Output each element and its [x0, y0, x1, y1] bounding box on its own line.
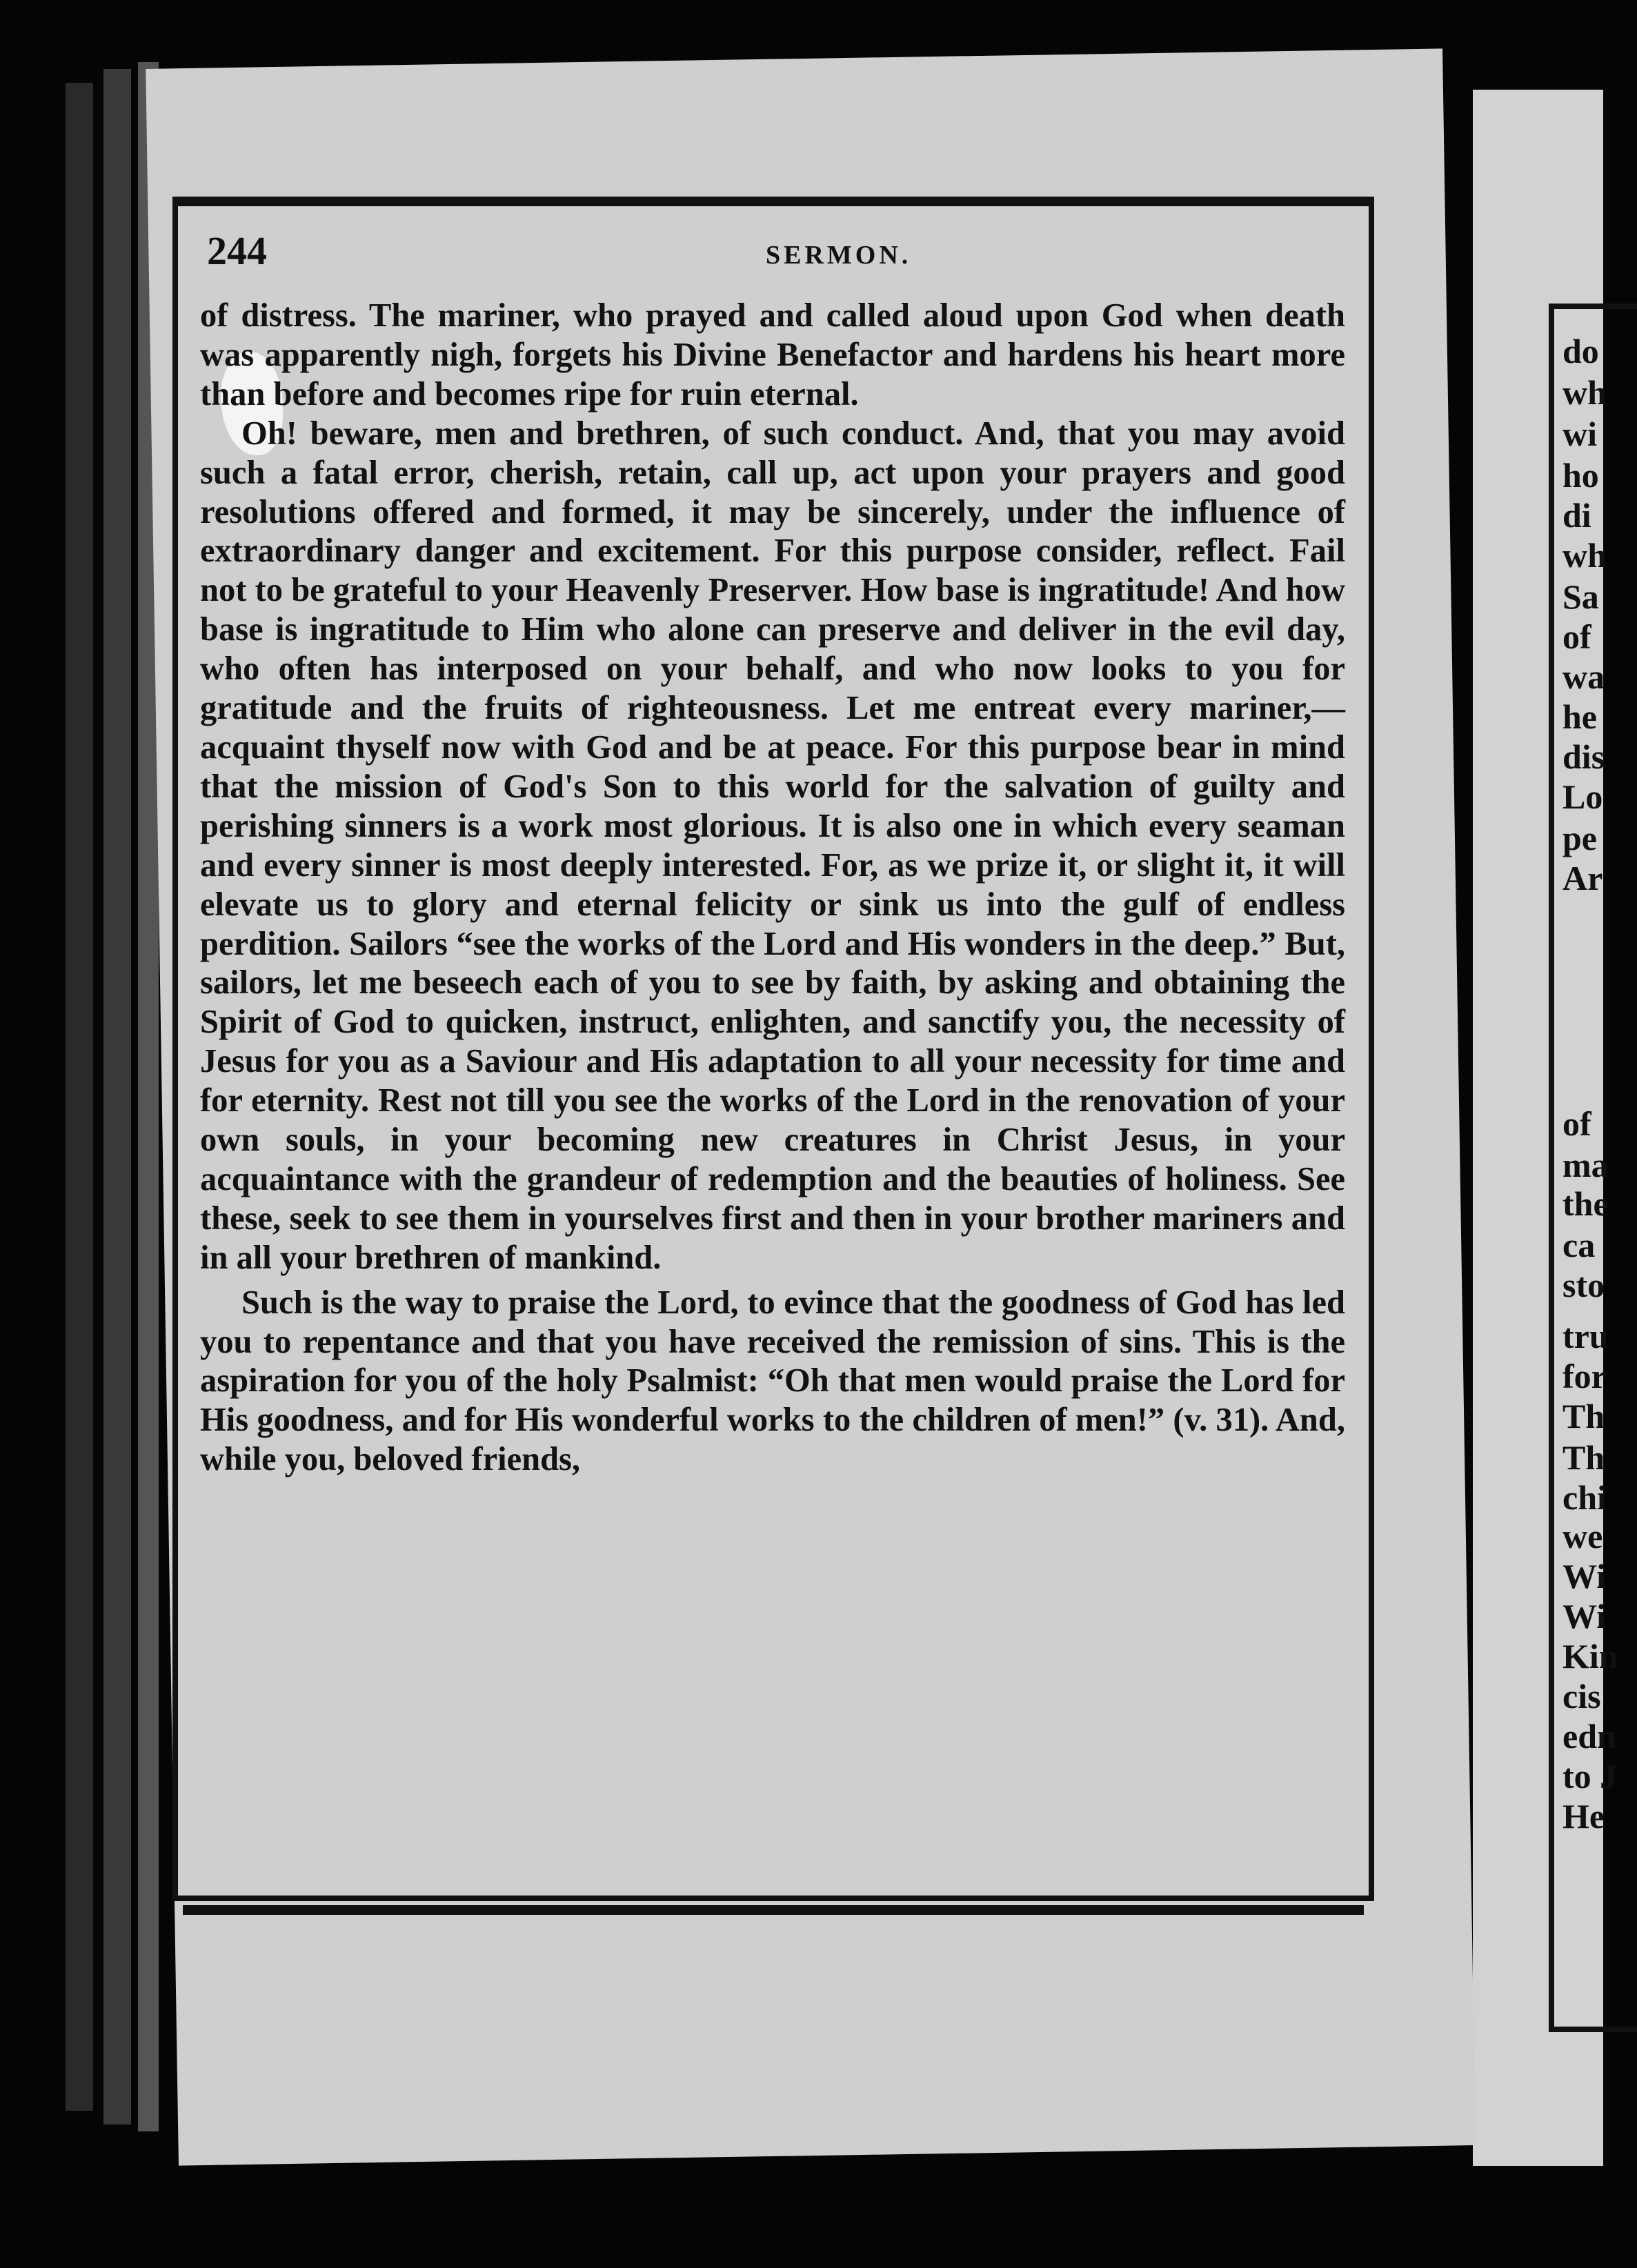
facing-page-fragment: he — [1562, 697, 1597, 736]
facing-page-fragment: wa — [1562, 657, 1605, 696]
frame-rule-left — [172, 197, 178, 1900]
facing-page-fragment: tru — [1562, 1317, 1609, 1355]
frame-rule-bottom — [172, 1896, 1374, 1901]
facing-page-fragment: wh — [1562, 536, 1607, 575]
frame-rule-right — [1369, 197, 1374, 1900]
facing-page-fragment: di — [1562, 496, 1591, 535]
facing-page-fragment: ho — [1562, 456, 1599, 495]
facing-page-fragment: Kin — [1562, 1637, 1618, 1675]
running-head: SERMON. — [766, 241, 912, 270]
facing-page-fragment: ma — [1562, 1146, 1609, 1184]
facing-page-fragment: edn — [1562, 1717, 1616, 1755]
facing-page-fragment: ca — [1562, 1226, 1596, 1264]
facing-page-fragment: of — [1562, 1104, 1591, 1143]
facing-page-fragment: do — [1562, 332, 1599, 370]
body-text — [200, 297, 1345, 1480]
paragraph: Such is the way to praise the Lord, to evince that the goodness of God has led you to repentance and that you have received the remission of sins. This is the aspiration for you of the holy Psalmist: “Oh that men would praise the Lord for His goodness, and for His wonderful works to the children of men!” (v. 31). And, while you, beloved friends, — [200, 1284, 1345, 1478]
page-number: 244 — [207, 228, 267, 273]
facing-page-fragment: Sa — [1562, 577, 1599, 616]
frame-rule-top — [172, 197, 1373, 206]
facing-page-fragment: Th — [1562, 1397, 1605, 1435]
facing-page-fragment: wh — [1562, 373, 1607, 412]
facing-page-fragment: Th — [1562, 1438, 1605, 1477]
frame-rule-bottom-thick — [183, 1905, 1364, 1915]
facing-page-fragment: pe — [1562, 819, 1597, 857]
facing-page-fragment: of — [1562, 617, 1591, 656]
facing-page-fragment: Wi — [1562, 1557, 1606, 1595]
facing-page-fragment: dis — [1562, 737, 1605, 776]
paragraph: of distress. The mariner, who prayed and called aloud upon God when death was apparently nigh, forgets his Divine Benefactor and hardens his heart more than before and becomes ripe for ruin eternal. — [200, 297, 1345, 412]
facing-page-fragment: sto — [1562, 1266, 1605, 1304]
facing-page-fragment: chi — [1562, 1478, 1607, 1517]
facing-page-fragment: cis — [1562, 1677, 1601, 1715]
facing-page-fragment: Wi — [1562, 1597, 1606, 1635]
paragraph: Oh! beware, men and brethren, of such conduct. And, that you may avoid such a fatal error, cherish, retain, call up, act upon your prayers and good resolutions offered and formed, it may be sincerely, under the influence of extraordinary danger and excitement. For this purpose consider, reflect. Fail not to be grateful to your Heavenly Preserver. How base is ingratitude! And how base is ingratitude to Him who alone can preserve and deliver in the evil day, who often has interposed on your behalf, and who now looks to you for gratitude and the fruits of righteousness. Let me entreat every mariner,—acquaint thyself now with God and be at peace. For this purpose bear in mind that the mission of God's Son to this world for the salvation of guilty and perishing sinners is a work most glorious. It is also one in which every seaman and every sinner is most deeply interested. For, as we prize it, or slight it, it will elevate us to glory and eternal felicity or sink us into the gulf of endless perdition. Sailors “see the works of the Lord and His wonders in the deep.” But, sailors, let me beseech each of you to see by faith, by asking and obtaining the Spirit of God to quicken, instruct, enlighten, and sanctify you, the necessity of Jesus for you as a Saviour and His adaptation to all your necessity for time and for eternity. Rest not till you see the works of the Lord in the renovation of your own souls, in your becoming new creatures in Christ Jesus, in your acquaintance with the grandeur of redemption and the beauties of holiness. See these, seek to see them in yourselves first and then in your brother mariners and in all your brethren of mankind. — [200, 415, 1345, 1276]
book-edge — [103, 69, 131, 2125]
facing-page-fragment: the — [1562, 1184, 1609, 1223]
facing-page-fragment: Ar — [1562, 859, 1603, 897]
facing-page-fragment: for — [1562, 1357, 1607, 1395]
book-edge — [66, 83, 93, 2111]
facing-page-fragment: wi — [1562, 415, 1597, 453]
facing-page — [1473, 90, 1618, 2166]
facing-page-fragment: we — [1562, 1517, 1603, 1555]
facing-page-fragment: to J — [1562, 1757, 1618, 1796]
facing-page-fragment: He — [1562, 1797, 1605, 1836]
facing-page-fragment: Lo — [1562, 777, 1603, 816]
